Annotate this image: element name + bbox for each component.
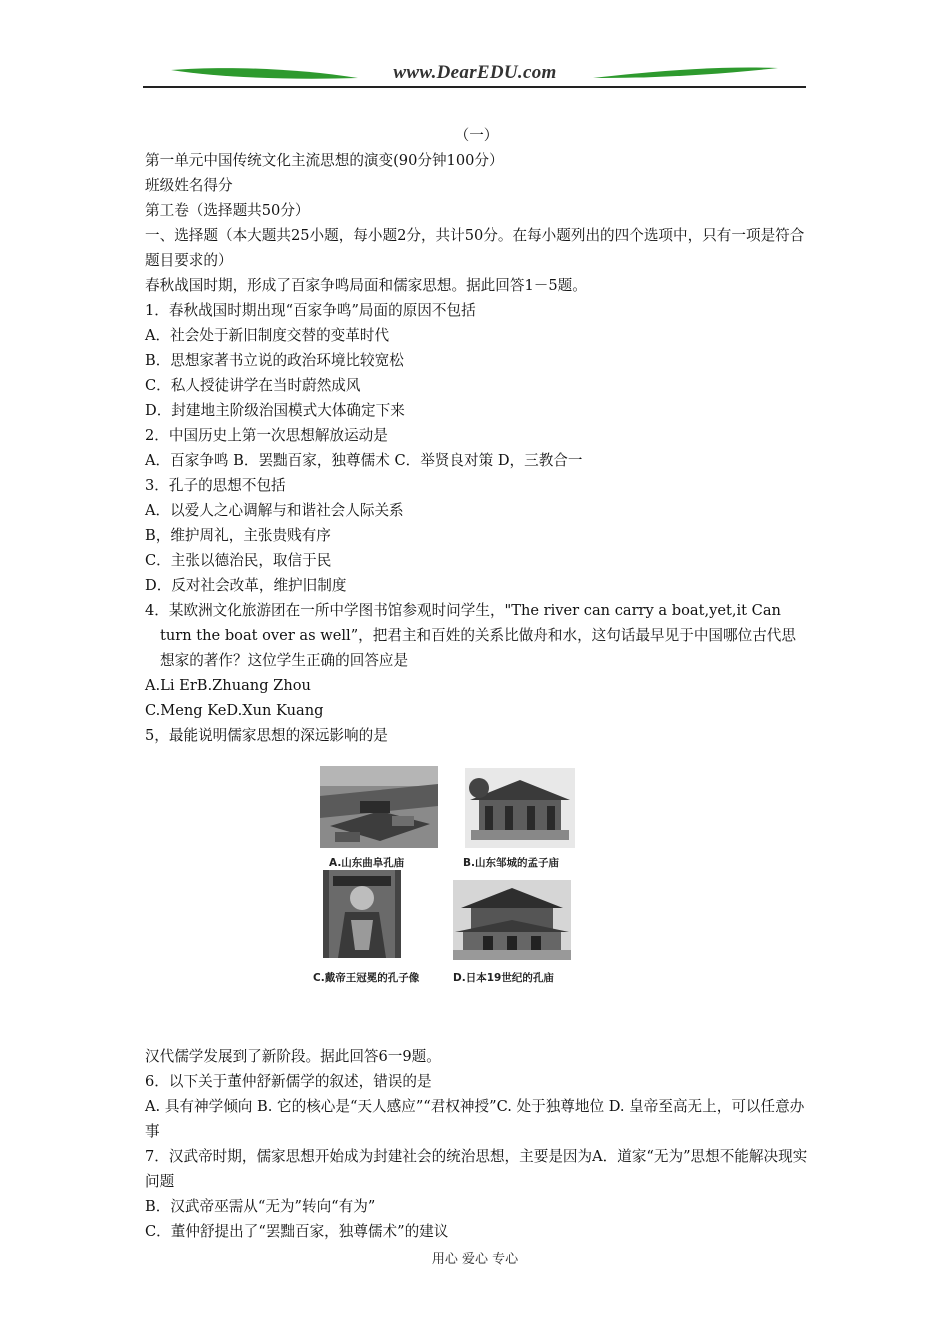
exam-content <box>145 123 808 1244</box>
question-2: 2．中国历史上第一次思想解放运动是 <box>145 427 388 444</box>
q6-options: A. 具有神学倾向 B. 它的核心是“天人感应”“君权神授”C. 处于独尊地位 D. 皇帝至高无上，可以任意办事 <box>145 1098 805 1140</box>
caption-d: D.日本19世纪的孔庙 <box>453 972 554 984</box>
q7-option-c: C．董仲舒提出了“罢黜百家，独尊儒术”的建议 <box>145 1223 449 1240</box>
q1-option-b: B．思想家著书立说的政治环境比较宽松 <box>145 352 404 369</box>
q1-option-c: C．私人授徒讲学在当时蔚然成风 <box>145 377 361 394</box>
question-7: 7．汉武帝时期，儒家思想开始成为封建社会的统治思想，主要是因为A．道家“无为”思想不能解决现实问题 <box>145 1148 808 1190</box>
page-header <box>143 58 806 90</box>
photo-japan-temple <box>453 880 571 960</box>
photo-mencius-temple <box>465 768 575 848</box>
site-name[interactable]: www.DearEDU.com <box>393 62 557 83</box>
unit-title: 第一单元中国传统文化主流思想的演变(90分钟100分） <box>145 152 504 169</box>
photo-confucius-statue <box>323 870 401 958</box>
q3-option-c: C．主张以德治民，取信于民 <box>145 552 332 569</box>
page-footer: 用心 爱心 专心 <box>431 1252 519 1267</box>
question-5-figure <box>145 748 808 1038</box>
question-3: 3．孔子的思想不包括 <box>145 477 286 494</box>
section-mark: （一） <box>454 127 499 144</box>
q3-option-a: A．以爱人之心调解与和谐社会人际关系 <box>145 502 404 519</box>
caption-c: C.戴帝王冠冕的孔子像 <box>313 972 420 984</box>
header-rule <box>143 86 806 88</box>
q4-options-ab: A.Li ErB.Zhuang Zhou <box>145 677 311 694</box>
q3-option-d: D．反对社会改革，维护旧制度 <box>145 577 347 594</box>
question-1: 1．春秋战国时期出现“百家争鸣”局面的原因不包括 <box>145 302 476 319</box>
caption-b: B.山东邹城的孟子庙 <box>463 857 559 869</box>
group-intro-2: 汉代儒学发展到了新阶段。据此回答6一9题。 <box>145 1048 441 1065</box>
caption-a: A.山东曲阜孔庙 <box>329 857 405 869</box>
q3-option-b: B，维护周礼，主张贵贱有序 <box>145 527 331 544</box>
q7-option-b: B．汉武帝巫需从“无为”转向“有为” <box>145 1198 376 1215</box>
group-intro-1: 春秋战国时期，形成了百家争鸣局面和儒家思想。据此回答1－5题。 <box>145 277 587 294</box>
section-instructions: 一、选择题（本大题共25小题，每小题2分，共计50分。在每小题列出的四个选项中，只有一项是符合题目要求的） <box>145 227 805 269</box>
photo-qufu-temple <box>320 766 438 848</box>
q4-options-cd: C.Meng KeD.Xun Kuang <box>145 702 324 719</box>
q1-option-a: A．社会处于新旧制度交替的变革时代 <box>145 327 390 344</box>
class-name-score: 班级姓名得分 <box>145 177 233 194</box>
question-4: 4．某欧洲文化旅游团在一所中学图书馆参观时问学生，"The river can carry a boat,yet,it Can turn the boat over as well”，把君主和百姓的关系比做舟和水，这句话最早见于中国哪位古代思想家的著作？这位学生正确的回答应是 <box>145 602 796 669</box>
q2-options: A．百家争鸣 B．罢黜百家，独尊儒术 C．举贤良对策 D，三教合一 <box>145 452 583 469</box>
question-6: 6．以下关于董仲舒新儒学的叙述，错误的是 <box>145 1073 432 1090</box>
q1-option-d: D．封建地主阶级治国模式大体确定下来 <box>145 402 405 419</box>
part-title: 第工卷（选择题共50分） <box>145 202 310 219</box>
question-5: 5，最能说明儒家思想的深远影响的是 <box>145 727 388 744</box>
